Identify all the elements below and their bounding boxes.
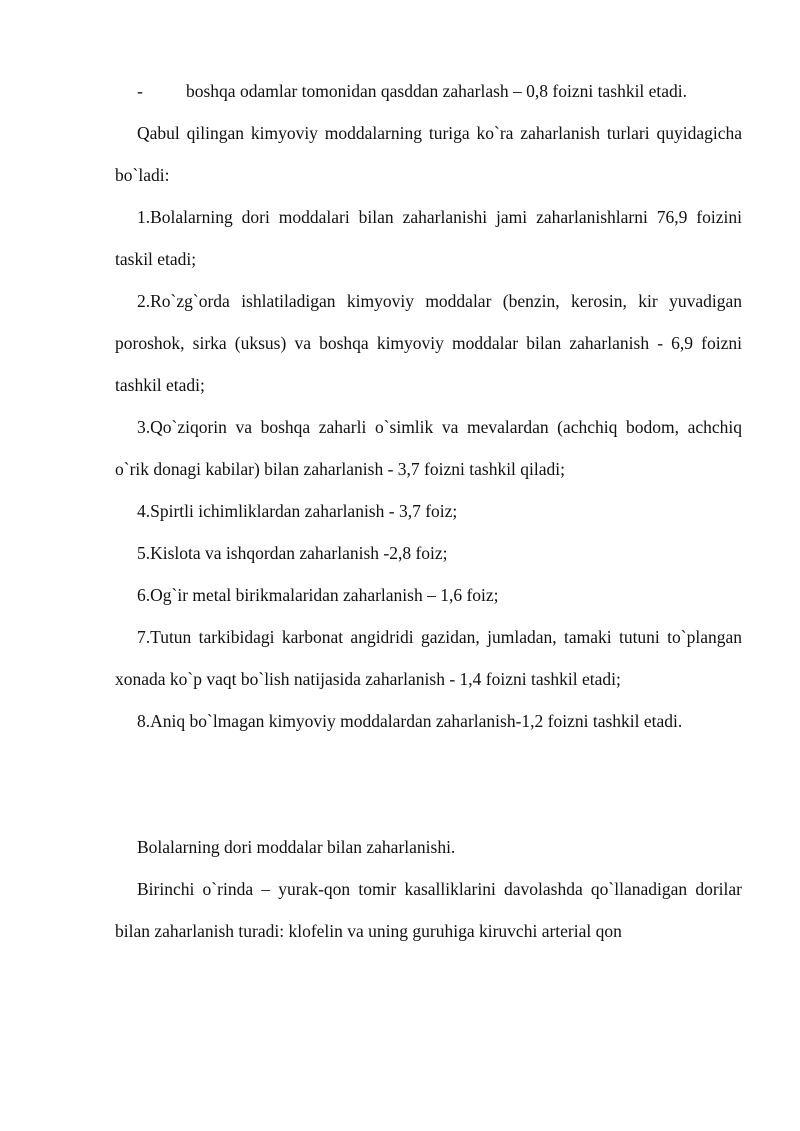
list-item-5: 5.Kislota va ishqordan zaharlanish -2,8 foiz; <box>137 543 448 563</box>
list-item-8: 8.Aniq bo`lmagan kimyoviy moddalardan zaharlanish-1,2 foizni tashkil etadi. <box>137 711 683 731</box>
list-item-4: 4.Spirtli ichimliklardan zaharlanish - 3,7 foiz; <box>137 501 458 521</box>
list-item-6: 6.Og`ir metal birikmalaridan zaharlanish – 1,6 foiz; <box>137 585 499 605</box>
list-item-2: 2.Ro`zg`orda ishlatiladigan kimyoviy moddalar (benzin, kerosin, kir yuvadigan poroshok, sirka (uksus) va boshqa kimyoviy moddalar bilan zaharlanish - 6,9 foizni tashkil etadi; <box>115 291 742 395</box>
list-item-3: 3.Qo`ziqorin va boshqa zaharli o`simlik va mevalardan (achchiq bodom, achchiq o`rik donagi kabilar) bilan zaharlanish - 3,7 foizni tashkil qiladi; <box>115 417 742 479</box>
body-paragraph: Birinchi o`rinda – yurak-qon tomir kasalliklarini davolashda qo`llanadigan dorilar bilan zaharlanish turadi: klofelin va uning guruhiga kiruvchi arterial qon <box>115 879 742 941</box>
section-spacer <box>115 742 742 826</box>
list-item-7: 7.Tutun tarkibidagi karbonat angidridi gazidan, jumladan, tamaki tutuni to`plangan xonada ko`p vaqt bo`lish natijasida zaharlanish - 1,4 foizni tashkil etadi; <box>115 627 742 689</box>
intro-paragraph: Qabul qilingan kimyoviy moddalarning turiga ko`ra zaharlanish turlari quyidagicha bo`ladi: <box>115 123 742 185</box>
bullet-text: boshqa odamlar tomonidan qasddan zaharlash – 0,8 foizni tashkil etadi. <box>186 81 688 101</box>
document-page <box>115 70 742 952</box>
section-heading: Bolalarning dori moddalar bilan zaharlanishi. <box>137 837 456 857</box>
bullet-marker: - <box>137 81 143 101</box>
bullet-item <box>115 70 742 112</box>
list-item-1: 1.Bolalarning dori moddalari bilan zaharlanishi jami zaharlanishlarni 76,9 foizini taskil etadi; <box>115 207 742 269</box>
